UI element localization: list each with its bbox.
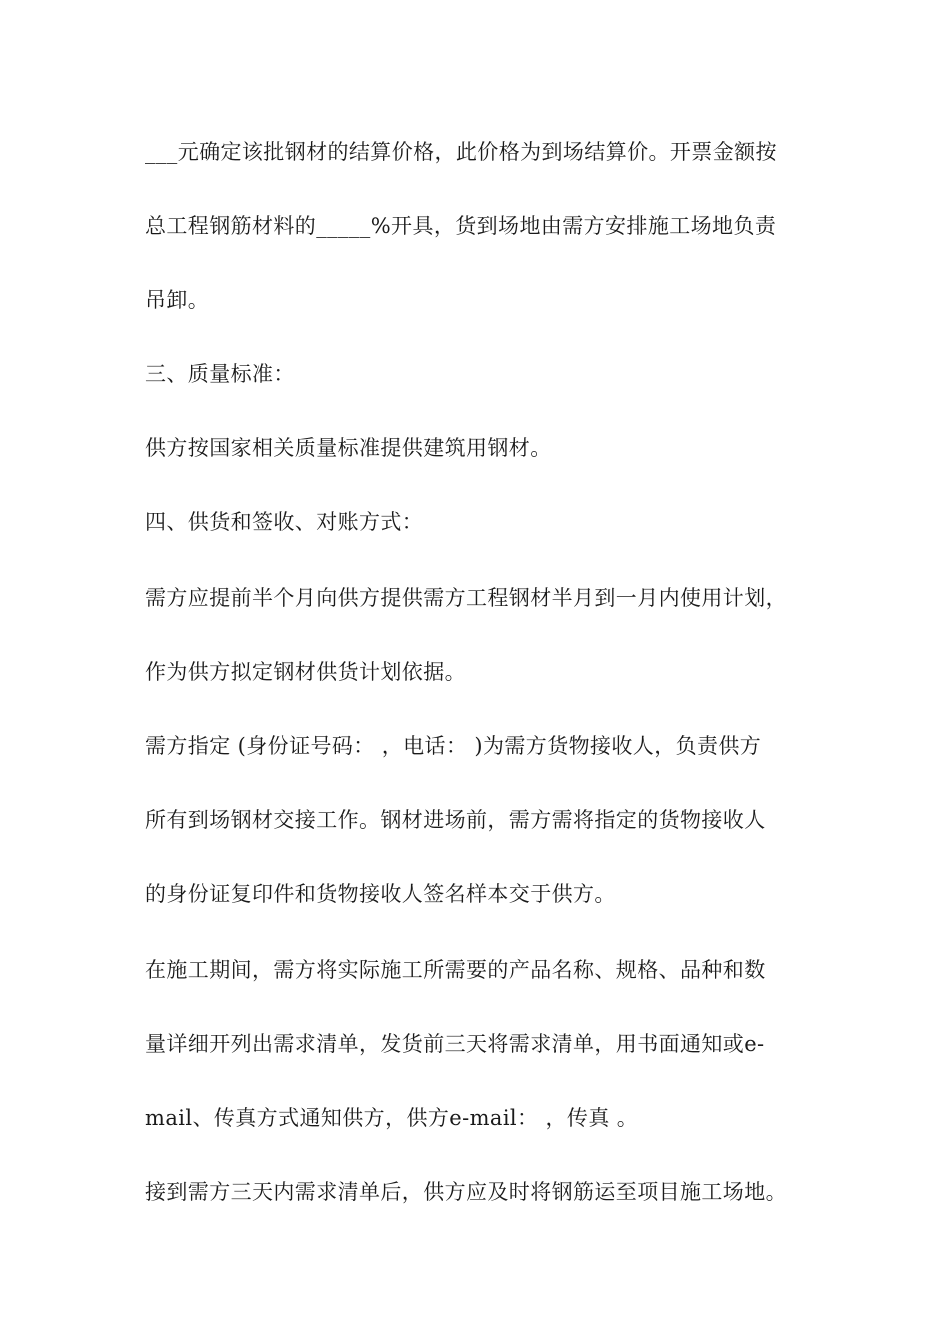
text-line-quality-standard: 供方按国家相关质量标准提供建筑用钢材。 <box>145 436 552 460</box>
text-line-receiver-designation: 需方指定 (身份证号码： ，电话： )为需方货物接收人，负责供方 <box>145 734 762 758</box>
section-heading-quality: 三、质量标准： <box>145 362 295 386</box>
text-line-settlement-price: ___元确定该批钢材的结算价格，此价格为到场结算价。开票金额按 <box>145 140 777 164</box>
text-line-usage-plan: 需方应提前半个月向供方提供需方工程钢材半月到一月内使用计划， <box>145 586 787 610</box>
text-line-email-fax: mail、传真方式通知供方，供方e-mail： ，传真 。 <box>145 1106 639 1130</box>
text-line-handover-work: 所有到场钢材交接工作。钢材进场前，需方需将指定的货物接收人 <box>145 808 766 832</box>
text-line-demand-list: 量详细开列出需求清单，发货前三天将需求清单，用书面通知或e- <box>145 1032 765 1056</box>
text-line-construction-period: 在施工期间，需方将实际施工所需要的产品名称、规格、品种和数 <box>145 958 766 982</box>
section-heading-delivery: 四、供货和签收、对账方式： <box>145 510 424 534</box>
text-line-invoice-percentage: 总工程钢筋材料的_____%开具，货到场地由需方安排施工场地负责 <box>145 214 777 238</box>
text-line-unloading: 吊卸。 <box>145 288 210 312</box>
text-line-id-copy: 的身份证复印件和货物接收人签名样本交于供方。 <box>145 882 616 906</box>
text-line-delivery-to-site: 接到需方三天内需求清单后，供方应及时将钢筋运至项目施工场地。 <box>145 1180 787 1204</box>
text-line-supply-plan-basis: 作为供方拟定钢材供货计划依据。 <box>145 660 466 684</box>
